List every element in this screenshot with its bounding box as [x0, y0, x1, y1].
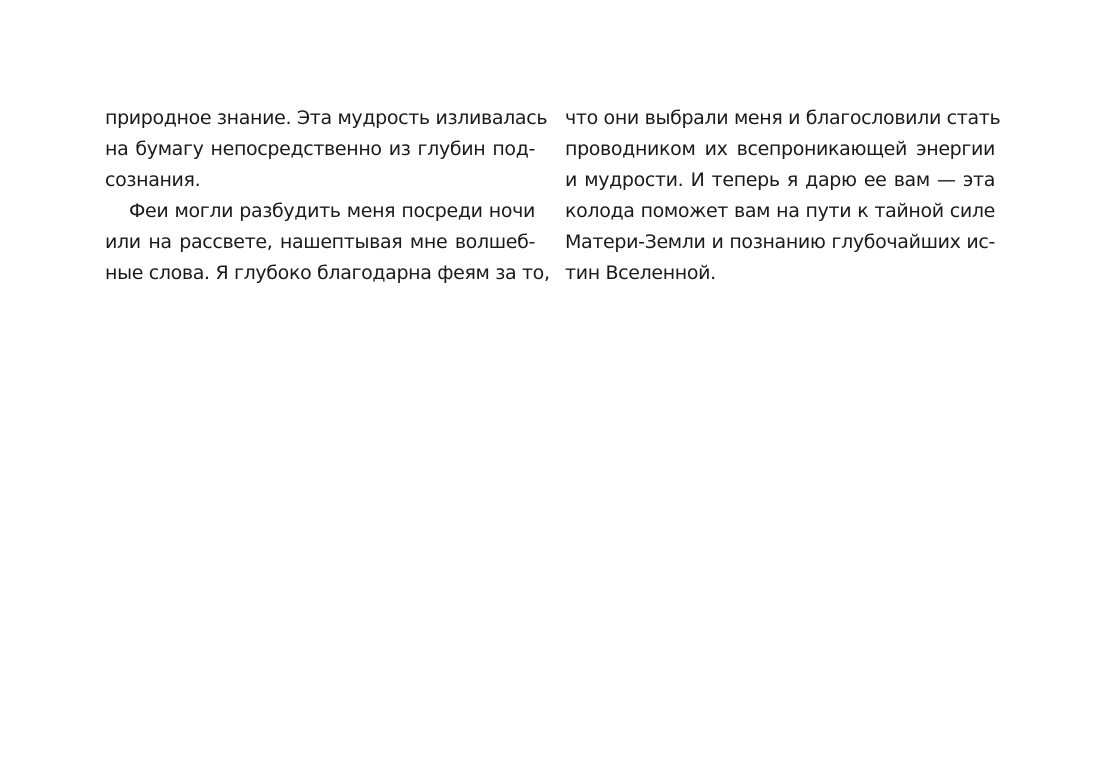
text-line: сознания. — [105, 169, 201, 191]
text-line: или на рассвете, нашептывая мне волшеб- — [105, 231, 535, 253]
text-line: Феи могли разбудить меня посреди ночи — [129, 200, 535, 222]
text-line: и мудрости. И теперь я дарю ее вам — эта — [565, 169, 995, 191]
text-line: проводником их всепроникающей энергии — [565, 138, 995, 160]
text-line: ные слова. Я глубоко благодарна феям за то, — [105, 262, 550, 284]
text-line: Матери-Земли и познанию глубочайших ис- — [565, 231, 995, 253]
text-line: тин Вселенной. — [565, 262, 716, 284]
text-line: что они выбрали меня и благословили стать — [565, 107, 1001, 129]
text-line: природное знание. Эта мудрость изливалась — [105, 107, 548, 129]
left-text-column — [105, 103, 550, 289]
text-line: на бумагу непосредственно из глубин под- — [105, 138, 535, 160]
right-text-column — [565, 103, 1001, 289]
text-line: колода поможет вам на пути к тайной силе — [565, 200, 995, 222]
